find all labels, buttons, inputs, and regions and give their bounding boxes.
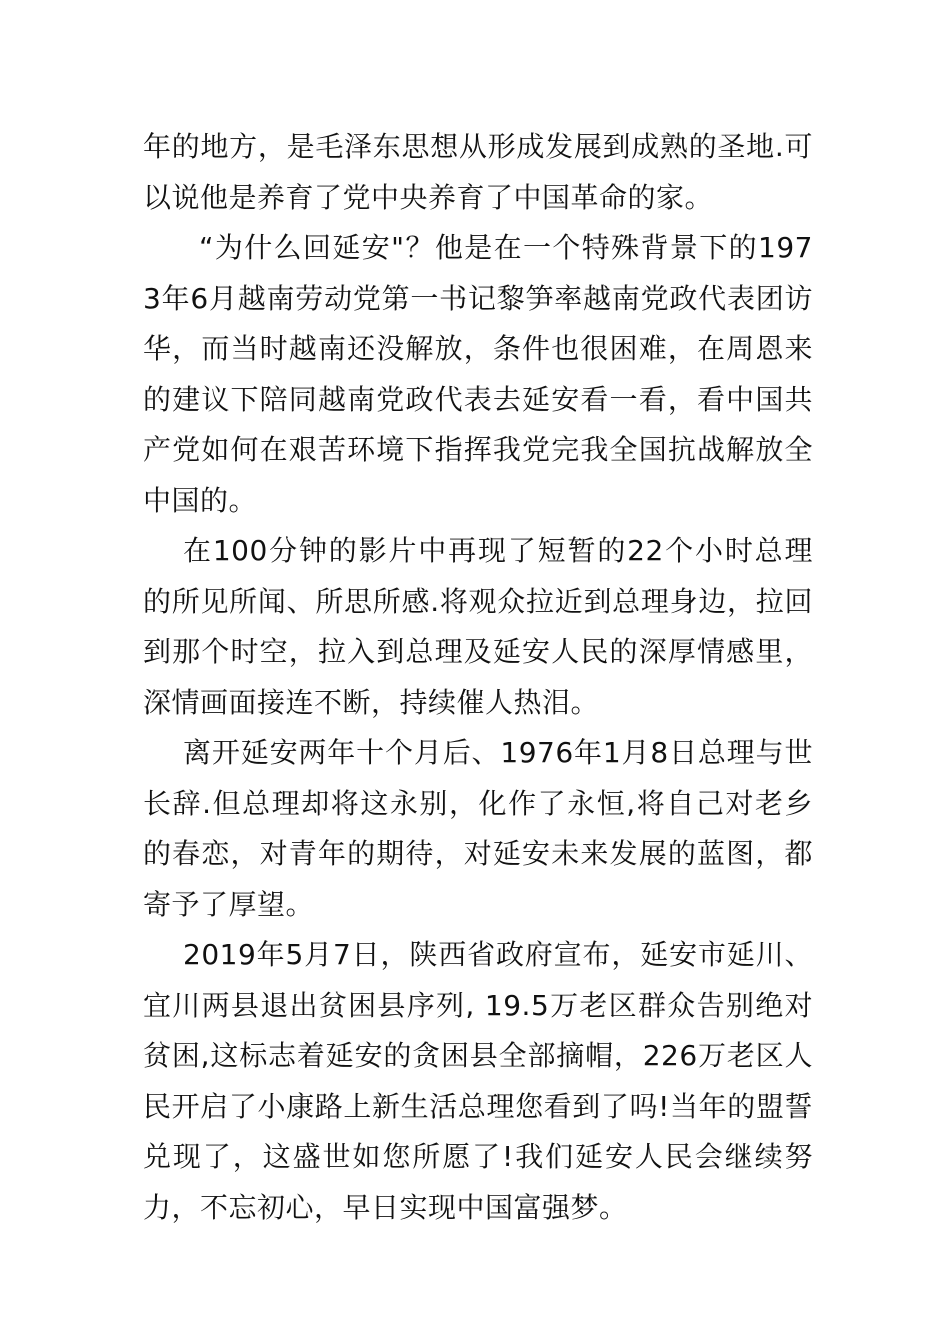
- paragraph-3: 在100分钟的影片中再现了短暂的22个小时总理的所见所闻、所思所感.将观众拉近到总理身边，拉回到那个时空，拉入到总理及延安人民的深厚情感里，深情画面接连不断，持续催人热泪。: [143, 534, 813, 719]
- paragraph-1: 年的地方，是毛泽东思想从形成发展到成熟的圣地.可以说他是养育了党中央养育了中国革命的家。: [143, 130, 813, 214]
- document-body: [143, 122, 813, 1233]
- paragraph-2: “为什么回延安"？他是在一个特殊背景下的1973年6月越南劳动党第一书记黎笋率越南党政代表团访华，而当时越南还没解放，条件也很困难，在周恩来的建议下陪同越南党政代表去延安看一看，看中国共产党如何在艰苦环境下指挥我党完我全国抗战解放全中国的。: [143, 231, 813, 517]
- paragraph-5: 2019年5月7日，陕西省政府宣布，延安市延川、宜川两县退出贫困县序列, 19.5万老区群众告别绝对贫困,这标志着延安的贪困县全部摘帽，226万老区人民开启了小康路上新生活总理您看到了吗!当年的盟誓兑现了，这盛世如您所愿了!我们延安人民会继续努力，不忘初心，早日实现中国富强梦。: [143, 938, 813, 1224]
- paragraph-4: 离开延安两年十个月后、1976年1月8日总理与世长辞.但总理却将这永别，化作了永恒,将自己对老乡的春恋，对青年的期待，对延安未来发展的蓝图，都寄予了厚望。: [143, 736, 813, 921]
